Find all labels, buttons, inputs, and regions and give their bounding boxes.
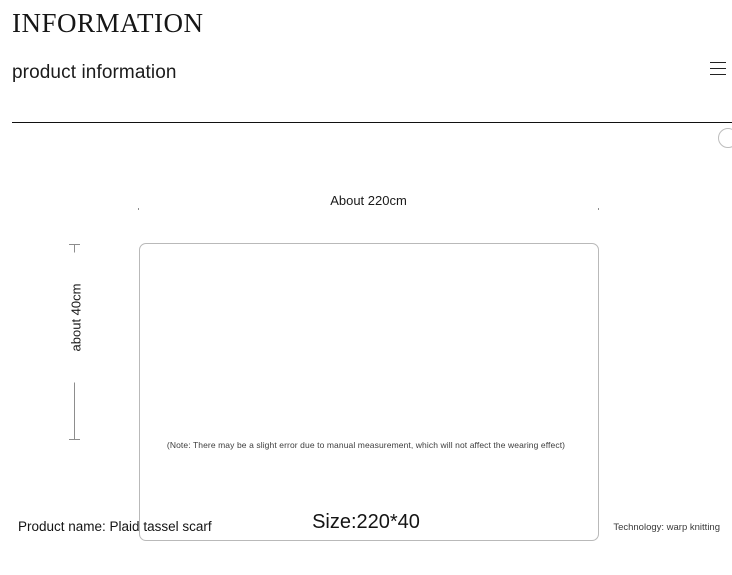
- menu-bar-3: [710, 74, 726, 75]
- menu-bar-1: [710, 62, 726, 63]
- width-dimension: [138, 193, 599, 208]
- width-dimension-label: About 220cm: [138, 193, 599, 208]
- product-name-label: Product name: Plaid tassel scarf: [18, 519, 212, 534]
- page-title: INFORMATION: [12, 8, 204, 38]
- measurement-note: (Note: There may be a slight error due to manual measurement, which will not affect the wearing effect): [166, 440, 566, 450]
- product-outline-rectangle: [139, 243, 599, 541]
- page-subtitle: product information: [12, 62, 177, 83]
- height-dimension: [68, 244, 84, 440]
- product-technology-label: Technology: warp knitting: [613, 522, 720, 533]
- height-dimension-label: about 40cm: [69, 253, 84, 383]
- header-divider: [12, 122, 732, 123]
- menu-bar-2: [710, 68, 726, 69]
- product-size-label: Size:220*40: [312, 511, 420, 533]
- height-dimension-line-bottom: [74, 382, 75, 440]
- hamburger-menu-icon[interactable]: [710, 62, 732, 80]
- product-footer: [0, 505, 732, 565]
- product-size-diagram: [0, 150, 732, 480]
- corner-arc-decoration: [718, 128, 732, 148]
